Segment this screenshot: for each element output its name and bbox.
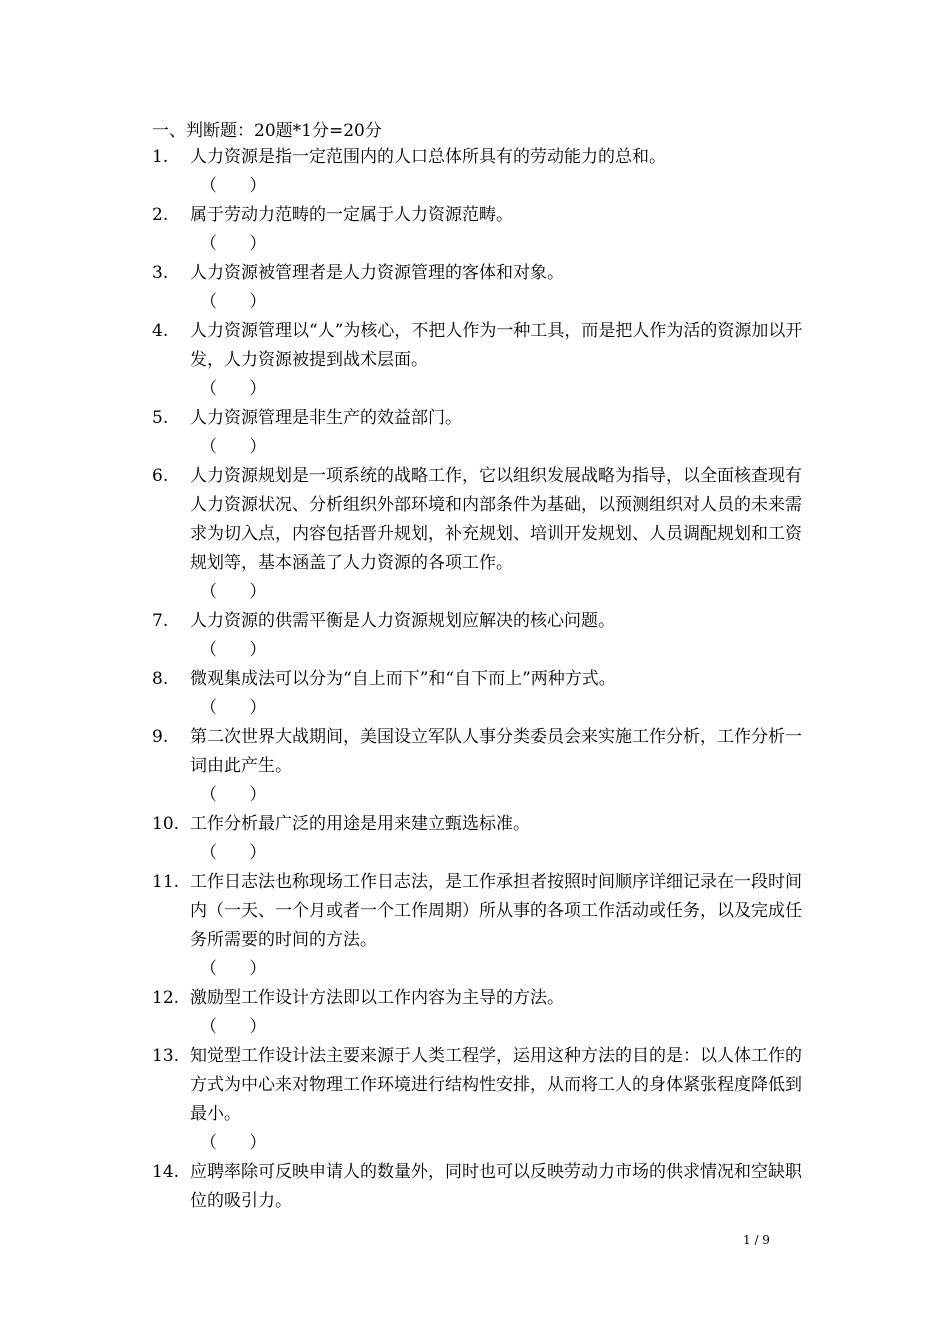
question-item bbox=[152, 462, 812, 607]
answer-blank[interactable]: （ ） bbox=[200, 582, 267, 602]
answer-blank[interactable]: （ ） bbox=[200, 176, 267, 196]
question-item bbox=[152, 1158, 812, 1216]
answer-blank[interactable]: （ ） bbox=[200, 234, 267, 254]
question-text: 人力资源被管理者是人力资源管理的客体和对象。 bbox=[190, 263, 564, 283]
question-number: 8. bbox=[152, 669, 169, 689]
question-number: 3. bbox=[152, 263, 169, 283]
question-text: 激励型工作设计方法即以工作内容为主导的方法。 bbox=[190, 988, 564, 1008]
question-text: 人力资源的供需平衡是人力资源规划应解决的核心问题。 bbox=[190, 611, 615, 631]
question-text: 人力资源规划是一项系统的战略工作，它以组织发展战略为指导，以全面核查现有人力资源状况、分析组织外部环境和内部条件为基础，以预测组织对人员的未来需求为切入点，内容包括晋升规划，补充规划、培训开发规划、人员调配规划和工资规划等，基本涵盖了人力资源的各项工作。 bbox=[190, 466, 802, 573]
answer-blank[interactable]: （ ） bbox=[200, 698, 267, 718]
question-text: 属于劳动力范畴的一定属于人力资源范畴。 bbox=[190, 205, 513, 225]
question-item bbox=[152, 201, 812, 259]
question-item bbox=[152, 984, 812, 1042]
question-item bbox=[152, 404, 812, 462]
answer-blank[interactable]: （ ） bbox=[200, 292, 267, 312]
question-text: 人力资源管理是非生产的效益部门。 bbox=[190, 408, 462, 428]
question-item bbox=[152, 810, 812, 868]
question-text: 微观集成法可以分为“自上而下”和“自下而上”两种方式。 bbox=[190, 669, 616, 689]
question-text: 知觉型工作设计法主要来源于人类工程学，运用这种方法的目的是：以人体工作的方式为中心来对物理工作环境进行结构性安排，从而将工人的身体紧张程度降低到最小。 bbox=[190, 1046, 802, 1124]
question-text: 人力资源管理以“人”为核心，不把人作为一种工具，而是把人作为活的资源加以开发，人力资源被提到战术层面。 bbox=[190, 321, 803, 370]
question-item bbox=[152, 607, 812, 665]
question-number: 2. bbox=[152, 205, 169, 225]
question-number: 14. bbox=[152, 1162, 180, 1182]
question-number: 7. bbox=[152, 611, 169, 631]
answer-blank[interactable]: （ ） bbox=[200, 843, 267, 863]
question-number: 9. bbox=[152, 727, 169, 747]
question-item bbox=[152, 143, 812, 201]
question-number: 1. bbox=[152, 147, 169, 167]
answer-blank[interactable]: （ ） bbox=[200, 1017, 267, 1037]
question-item bbox=[152, 1042, 812, 1158]
answer-blank[interactable]: （ ） bbox=[200, 1133, 267, 1153]
question-number: 6. bbox=[152, 466, 169, 486]
question-number: 12. bbox=[152, 988, 180, 1008]
question-item bbox=[152, 317, 812, 404]
question-item bbox=[152, 723, 812, 810]
question-item bbox=[152, 868, 812, 984]
question-text: 工作分析最广泛的用途是用来建立甄选标准。 bbox=[190, 814, 530, 834]
section-title: 一、判断题：20题*1分=20分 bbox=[152, 121, 382, 141]
question-number: 13. bbox=[152, 1046, 180, 1066]
question-text: 人力资源是指一定范围内的人口总体所具有的劳动能力的总和。 bbox=[190, 147, 666, 167]
question-number: 11. bbox=[152, 872, 180, 892]
question-number: 10. bbox=[152, 814, 180, 834]
question-text: 工作日志法也称现场工作日志法，是工作承担者按照时间顺序详细记录在一段时间内（一天、一个月或者一个工作周期）所从事的各项工作活动或任务，以及完成任务所需要的时间的方法。 bbox=[190, 872, 802, 950]
answer-blank[interactable]: （ ） bbox=[200, 379, 267, 399]
answer-blank[interactable]: （ ） bbox=[200, 785, 267, 805]
question-number: 4. bbox=[152, 321, 169, 341]
question-item bbox=[152, 665, 812, 723]
question-number: 5. bbox=[152, 408, 169, 428]
question-item bbox=[152, 259, 812, 317]
question-text: 第二次世界大战期间，美国设立军队人事分类委员会来实施工作分析，工作分析一词由此产生。 bbox=[190, 727, 802, 776]
answer-blank[interactable]: （ ） bbox=[200, 437, 267, 457]
question-text: 应聘率除可反映申请人的数量外，同时也可以反映劳动力市场的供求情况和空缺职位的吸引力。 bbox=[190, 1162, 802, 1211]
question-list bbox=[152, 143, 812, 1216]
answer-blank[interactable]: （ ） bbox=[200, 959, 267, 979]
answer-blank[interactable]: （ ） bbox=[200, 640, 267, 660]
page-number: 1 / 9 bbox=[743, 1233, 770, 1247]
